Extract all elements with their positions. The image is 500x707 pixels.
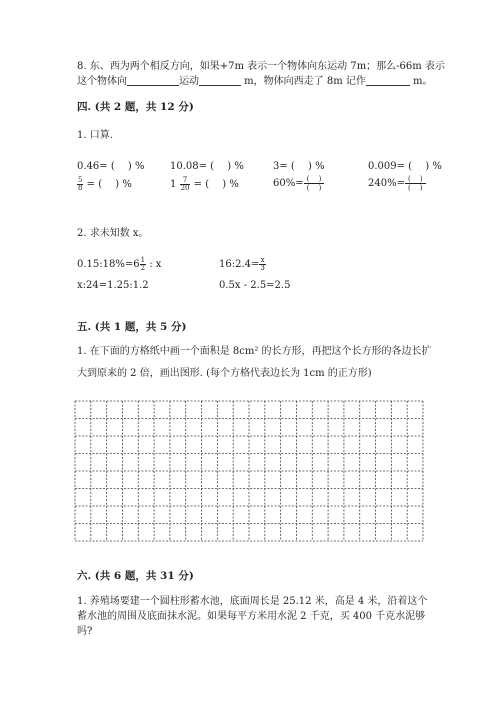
question-8-line-1: 8. 东、西为两个相反方向，如果+7m 表示一个物体向东运动 7m；那么-66m 表示 [77,61,445,72]
section-4-question-2-label: 2. 求未知数 x。 [77,228,149,239]
question-8-line-2: 这个物体向 运动 m，物体向西走了 8m 记作 m。 [77,76,433,87]
oral-calc-1: 0.46= ( ) % [77,161,145,172]
section-5-question-line-1: 1. 在下面的方格纸中画一个面积是 8cm² 的长方形，再把这个长方形的各边长扩 [77,346,432,357]
section-6-question-line-3: 吗? [77,626,93,637]
section-4-question-1-label: 1. 口算. [77,130,113,141]
section-5-title: 五. (共 1 题，共 5 分) [77,321,187,333]
section-6-question-line-1: 1. 养殖场要建一个圆柱形蓄水池，底面周长是 25.12 米，高是 4 米，沿着这个 [77,596,428,607]
section-6-title: 六. (共 6 题，共 31 分) [77,570,194,582]
equation-1: 0.15:18%=6 $\frac{1}{2}$ : x [77,256,162,272]
oral-calc-8: 240%= $\frac{( )}{( )}$ [368,175,426,192]
fraction: $\frac{( )}{( )}$ [405,175,426,192]
equation-4: 0.5x - 2.5=2.5 [219,280,291,291]
oral-calc-2: 10.08= ( ) % [170,161,244,172]
oral-calc-4: 0.009= ( ) % [368,161,442,172]
section-4-title: 四. (共 2 题，共 12 分) [77,101,194,113]
fraction: $\frac{x}{3}$ [260,256,265,272]
oral-calc-3: 3= ( ) % [273,161,325,172]
oral-calc-5: $\frac{5}{8}$ = ( ) % [78,176,132,192]
fraction: $\frac{( )}{( )}$ [304,175,325,192]
oral-calc-6: 1 $\frac{7}{20}$ = ( ) % [170,176,239,192]
oral-calc-7: 60%= $\frac{( )}{( )}$ [273,175,324,192]
answer-blank-distance[interactable] [199,75,241,86]
fraction: $\frac{5}{8}$ [78,176,83,192]
section-6-question-line-2: 蓄水池的周围及底面抹水泥。如果每平方米用水泥 2 千克，买 400 千克水泥够 [77,611,426,622]
section-5-question-line-2: 大到原来的 2 倍，画出图形. (每个方格代表边长为 1cm 的正方形) [77,368,372,379]
answer-blank-direction[interactable] [127,75,179,86]
fraction: $\frac{1}{2}$ [140,256,146,272]
equation-3: x:24=1.25:1.2 [77,280,149,291]
fraction: $\frac{7}{20}$ [180,176,190,192]
answer-blank-record[interactable] [366,75,410,86]
equation-2: 16:2.4= $\frac{x}{3}$ [219,256,265,272]
square-grid[interactable] [74,400,424,542]
